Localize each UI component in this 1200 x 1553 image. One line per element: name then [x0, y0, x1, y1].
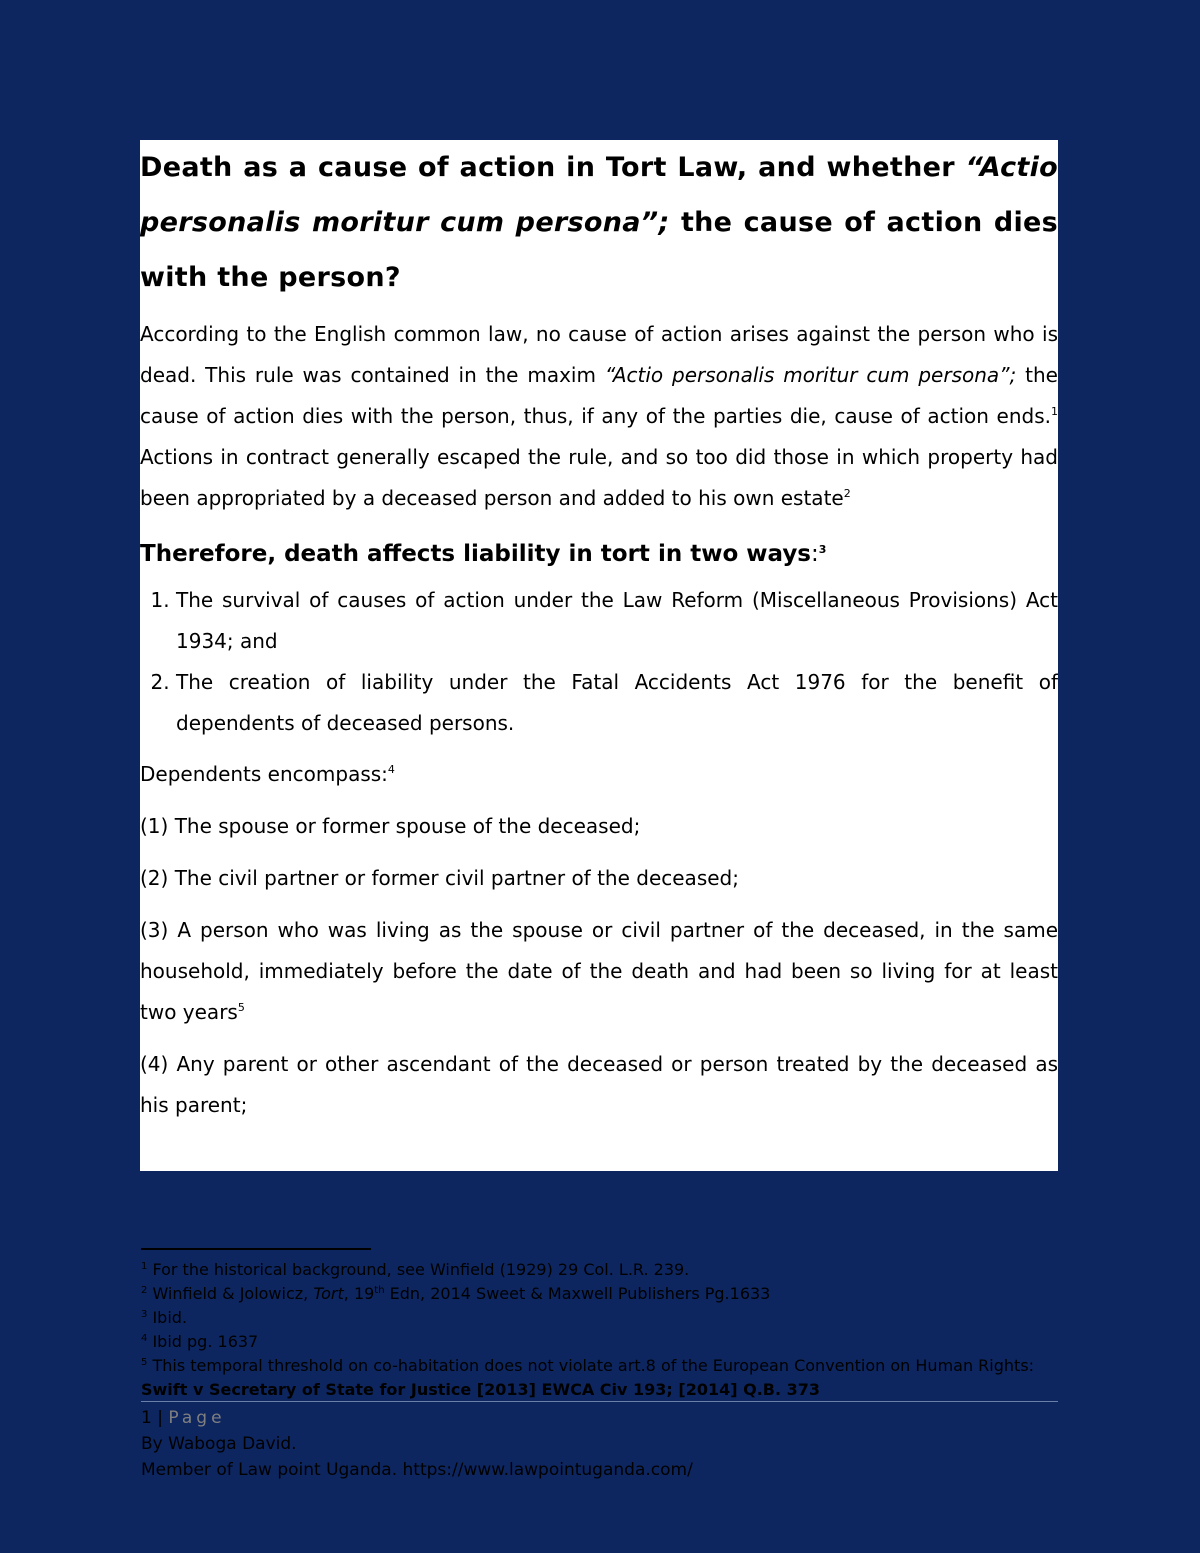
title-text-end: the cause of action dies with the person? — [140, 207, 1058, 293]
dependent-item: (2) The civil partner or former civil partner of the deceased; — [140, 866, 739, 890]
footnote-ref-4[interactable]: 4 — [387, 763, 395, 776]
footnote-1: $^1$ For the historical background, see Winfield (1929) 29 Col. L.R. 239. — [141, 1260, 690, 1279]
footnote-ref-3[interactable]: 3 — [818, 543, 827, 556]
dependent-item: (4) Any parent or other ascendant of the deceased or person treated by the deceased as his parent; — [140, 1052, 1058, 1117]
footnote-5: $^5$ This temporal threshold on co-habitation does not violate art.8 of the European Convention on Human Rights: — [141, 1356, 1035, 1375]
footer-author: By Waboga David. — [141, 1434, 297, 1454]
ways-list — [140, 580, 1058, 744]
dependent-item: (3) A person who was living as the spouse or civil partner of the deceased, in the same household, immediately before the date of the death and had been so living for at least two years$^5$ — [140, 918, 1058, 1024]
page-number-line: 1 | Page — [141, 1408, 226, 1428]
footer-separator — [141, 1401, 1058, 1402]
document-page — [140, 140, 1058, 1171]
dependents-heading: Dependents encompass:$^4$ — [140, 762, 395, 786]
footnote-ref-2[interactable]: 2 — [843, 487, 851, 500]
page-number: 1 — [141, 1408, 152, 1428]
footnote-separator — [141, 1248, 371, 1250]
document-title — [140, 140, 1058, 305]
footnote-4: $^4$ Ibid pg. 1637 — [141, 1332, 259, 1351]
footnote-2: $^2$ Winfield & Jolowicz, Tort, 19th Edn, 2014 Sweet & Maxwell Publishers Pg.1633 — [141, 1284, 771, 1303]
dependent-item: (1) The spouse or former spouse of the deceased; — [140, 814, 641, 838]
intro-maxim: “Actio personalis moritur cum persona”; — [604, 363, 1017, 387]
intro-paragraph: According to the English common law, no cause of action arises against the person who is dead. This rule was contained in the maxim “Actio personalis moritur cum persona”; the cause of action dies with the person, thus, if any of the parties die, cause of action ends.$^1$ Actions in contract generally escaped the rule, and so too did those in which property had been appropriated by a deceased person and added to his own estate$^2$ — [140, 322, 1058, 510]
footnote-5-case: Swift v Secretary of State for Justice [2013] EWCA Civ 193; [2014] Q.B. 373 — [141, 1380, 821, 1399]
page-footer — [141, 1405, 1058, 1483]
list-item: 2. The creation of liability under the Fatal Accidents Act 1976 for the benefit of dependents of deceased persons. — [176, 662, 1058, 744]
footnote-3: $^3$ Ibid. — [141, 1308, 188, 1327]
list-item: 1. The survival of causes of action under the Law Reform (Miscellaneous Provisions) Act 1934; and — [176, 580, 1058, 662]
footer-member-link[interactable]: Member of Law point Uganda. https://www.lawpointuganda.com/ — [141, 1460, 693, 1480]
page-label: Page — [168, 1408, 226, 1428]
footnote-ref-1[interactable]: 1 — [1051, 405, 1058, 418]
footnotes — [141, 1258, 1061, 1402]
title-text: Death as a cause of action in Tort Law, and whether — [140, 152, 966, 183]
footnote-ref-5[interactable]: 5 — [237, 1001, 245, 1014]
section-heading: Therefore, death affects liability in tort in two ways:$^3$ — [140, 541, 827, 567]
title-maxim: “Actio personalis moritur cum persona”; — [140, 152, 1058, 238]
